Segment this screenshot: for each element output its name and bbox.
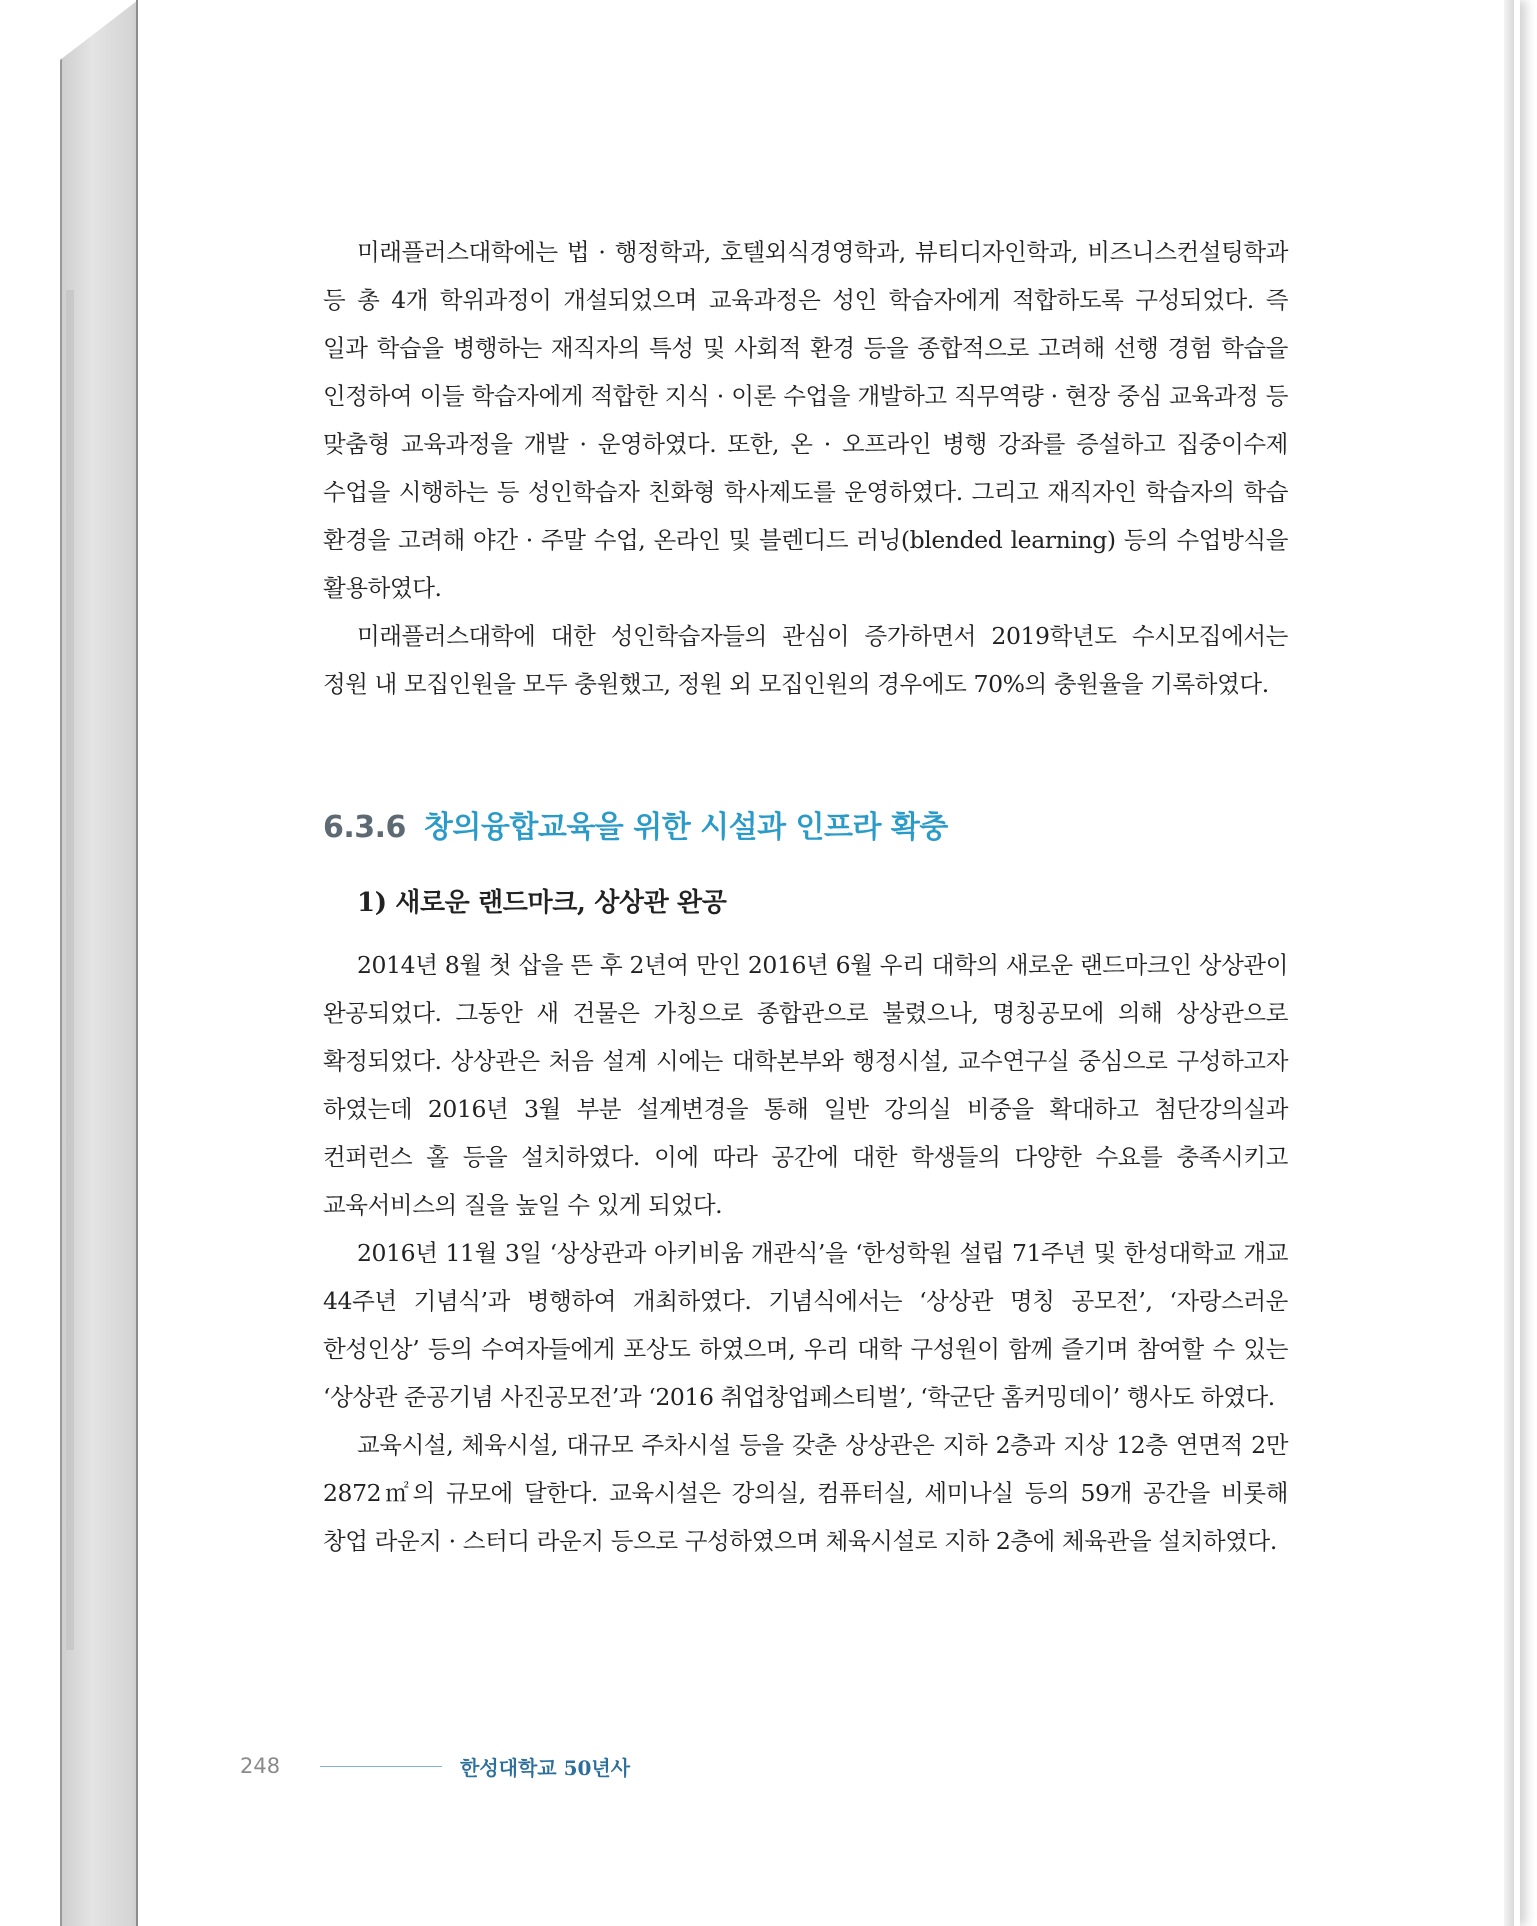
book-spine-corner — [60, 0, 138, 60]
page-footer — [240, 1748, 1140, 1784]
paragraph: 미래플러스대학에는 법 · 행정학과, 호텔외식경영학과, 뷰티디자인학과, 비즈니스컨설팅학과 등 총 4개 학위과정이 개설되었으며 교육과정은 성인 학습자에게 적합하도록 구성되었다. 즉 일과 학습을 병행하는 재직자의 특성 및 사회적 환경 등을 종합적으로 고려해 선행 경험 학습을 인정하여 이들 학습자에게 적합한 지식 · 이론 수업을 개발하고 직무역량 · 현장 중심 교육과정 등 맞춤형 교육과정을 개발 · 운영하였다. 또한, 온 · 오프라인 병행 강좌를 증설하고 집중이수제 수업을 시행하는 등 성인학습자 친화형 학사제도를 운영하였다. 그리고 재직자인 학습자의 학습 환경을 고려해 야간 · 주말 수업, 온라인 및 블렌디드 러닝(blended learning) 등의 수업방식을 활용하였다. — [323, 238, 1288, 602]
paragraph: 2014년 8월 첫 삽을 뜬 후 2년여 만인 2016년 6월 우리 대학의 새로운 랜드마크인 상상관이 완공되었다. 그동안 새 건물은 가칭으로 종합관으로 불렸으나, 명칭공모에 의해 상상관으로 확정되었다. 상상관은 처음 설계 시에는 대학본부와 행정시설, 교수연구실 중심으로 구성하고자 하였는데 2016년 3월 부분 설계변경을 통해 일반 강의실 비중을 확대하고 첨단강의실과 컨퍼런스 홀 등을 설치하였다. 이에 따라 공간에 대한 학생들의 다양한 수요를 충족시키고 교육서비스의 질을 높일 수 있게 되었다. — [323, 951, 1288, 1219]
section-title: 창의융합교육을 위한 시설과 인프라 확충 — [423, 810, 948, 845]
paragraph: 교육시설, 체육시설, 대규모 주차시설 등을 갖춘 상상관은 지하 2층과 지상 12층 연면적 2만 2872㎡의 규모에 달한다. 교육시설은 강의실, 컴퓨터실, 세미나실 등의 59개 공간을 비롯해 창업 라운지 · 스터디 라운지 등으로 구성하였으며 체육시설로 지하 2층에 체육관을 설치하였다. — [323, 1431, 1288, 1555]
book-title: 한성대학교 50년사 — [460, 1755, 631, 1780]
paragraph: 2016년 11월 3일 ‘상상관과 아키비움 개관식’을 ‘한성학원 설립 71주년 및 한성대학교 개교 44주년 기념식’과 병행하여 개최하였다. 기념식에서는 ‘상상관 명칭 공모전’, ‘자랑스러운 한성인상’ 등의 수여자들에게 포상도 하였으며, 우리 대학 구성원이 함께 즐기며 참여할 수 있는 ‘상상관 준공기념 사진공모전’과 ‘2016 취업창업페스티벌’, ‘학군단 홈커밍데이’ 행사도 하였다. — [323, 1239, 1288, 1411]
section-heading — [323, 802, 1288, 852]
sub-heading: 1) 새로운 랜드마크, 상상관 완공 — [357, 888, 727, 918]
page-content — [323, 228, 1288, 1565]
book-page — [136, 0, 1520, 1926]
page-number: 248 — [240, 1754, 281, 1778]
paragraph: 미래플러스대학에 대한 성인학습자들의 관심이 증가하면서 2019학년도 수시모집에서는 정원 내 모집인원을 모두 충원했고, 정원 외 모집인원의 경우에도 70%의 충원율을 기록하였다. — [323, 622, 1288, 698]
page-edge — [1504, 0, 1514, 1926]
footer-divider — [320, 1766, 442, 1767]
section-number: 6.3.6 — [323, 810, 406, 845]
book-spine-shade — [66, 290, 74, 1650]
